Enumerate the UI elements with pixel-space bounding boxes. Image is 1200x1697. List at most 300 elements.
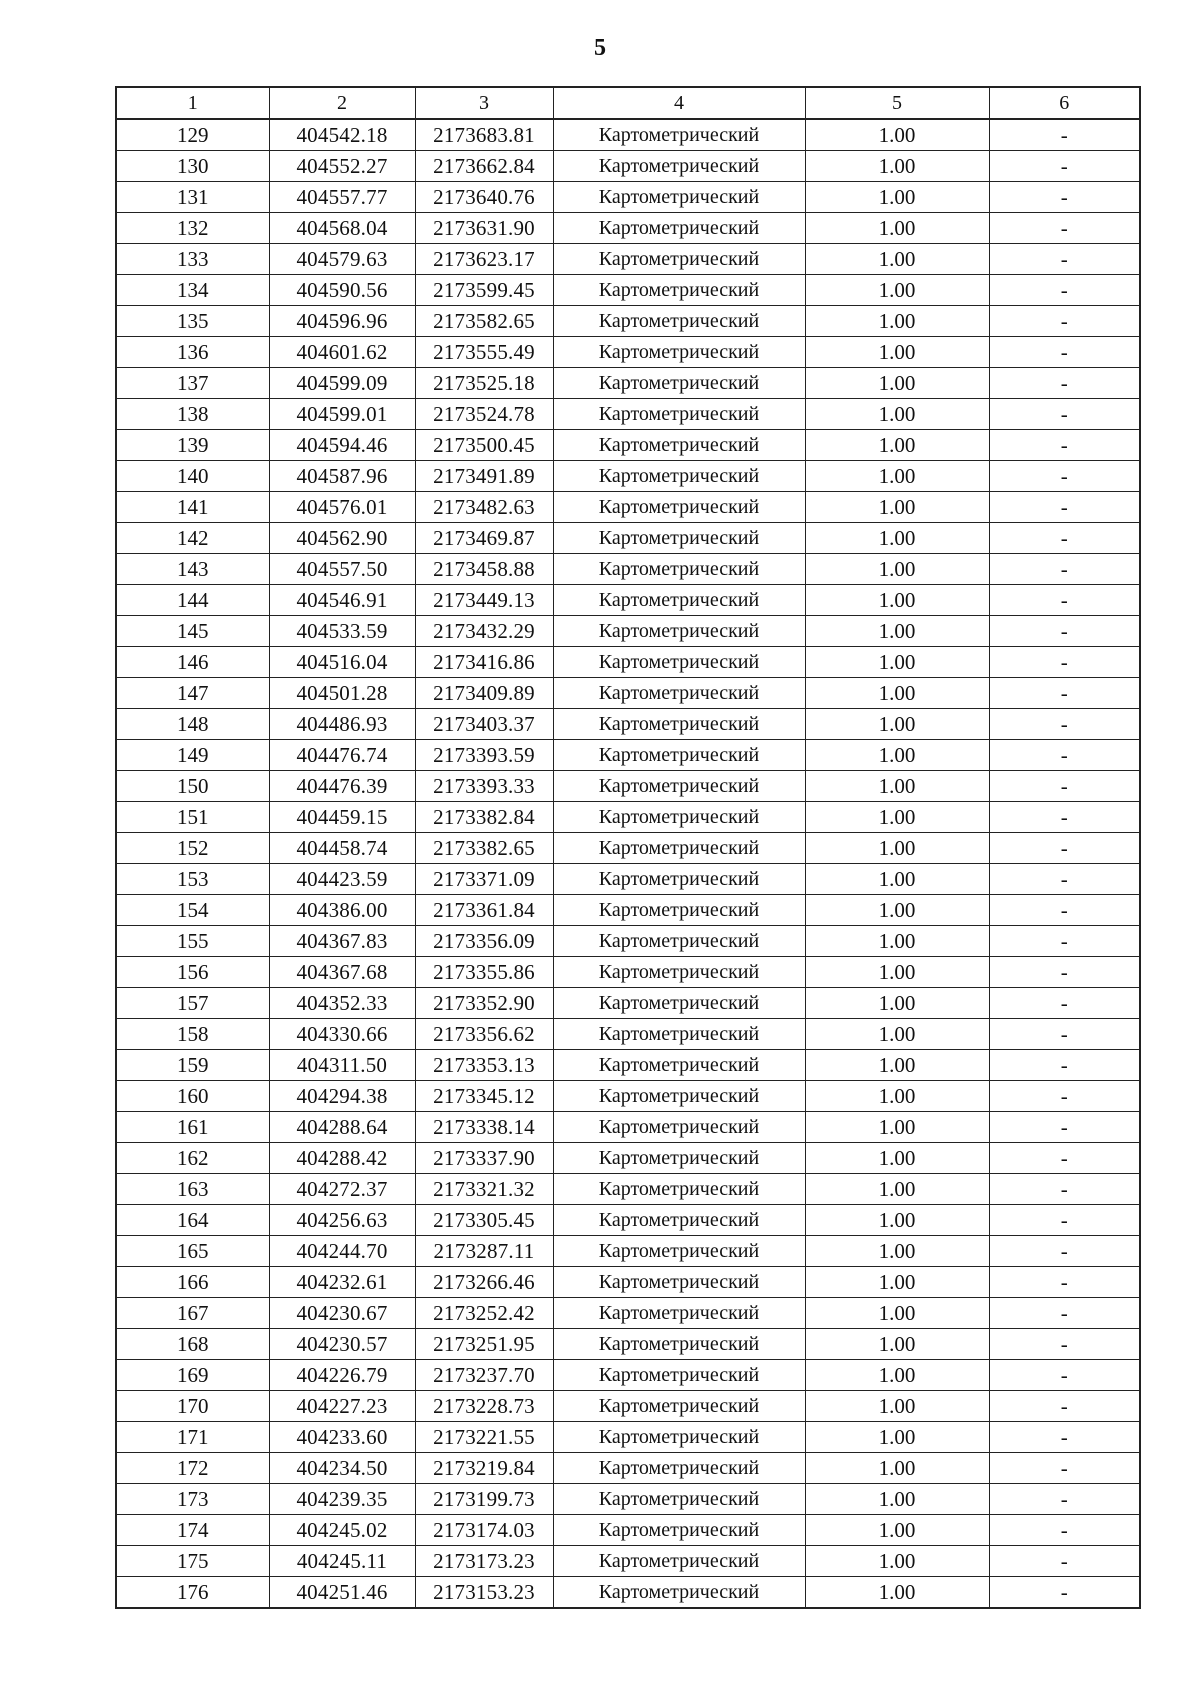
table-row (116, 368, 1140, 399)
point-number-cell: 153 (116, 864, 269, 895)
x-coordinate-cell: 404294.38 (269, 1081, 415, 1112)
table-row (116, 1267, 1140, 1298)
y-coordinate-cell: 2173338.14 (415, 1112, 553, 1143)
point-number-cell: 137 (116, 368, 269, 399)
y-coordinate-cell: 2173237.70 (415, 1360, 553, 1391)
method-cell: Картометрический (553, 864, 805, 895)
point-number-cell: 162 (116, 1143, 269, 1174)
method-cell: Картометрический (553, 740, 805, 771)
point-number-cell: 149 (116, 740, 269, 771)
table-row (116, 1205, 1140, 1236)
point-number-cell: 169 (116, 1360, 269, 1391)
accuracy-cell: 1.00 (805, 1205, 989, 1236)
x-coordinate-cell: 404244.70 (269, 1236, 415, 1267)
point-number-cell: 139 (116, 430, 269, 461)
table-row (116, 337, 1140, 368)
accuracy-cell: 1.00 (805, 833, 989, 864)
y-coordinate-cell: 2173640.76 (415, 182, 553, 213)
y-coordinate-cell: 2173321.32 (415, 1174, 553, 1205)
x-coordinate-cell: 404239.35 (269, 1484, 415, 1515)
method-cell: Картометрический (553, 802, 805, 833)
y-coordinate-cell: 2173219.84 (415, 1453, 553, 1484)
y-coordinate-cell: 2173252.42 (415, 1298, 553, 1329)
header-col-4: 4 (553, 87, 805, 119)
accuracy-cell: 1.00 (805, 151, 989, 182)
table-row (116, 119, 1140, 151)
y-coordinate-cell: 2173432.29 (415, 616, 553, 647)
table-row (116, 740, 1140, 771)
note-cell: - (989, 647, 1140, 678)
point-number-cell: 142 (116, 523, 269, 554)
table-row (116, 957, 1140, 988)
table-row (116, 1453, 1140, 1484)
point-number-cell: 170 (116, 1391, 269, 1422)
table-row (116, 1174, 1140, 1205)
table-row (116, 833, 1140, 864)
note-cell: - (989, 740, 1140, 771)
method-cell: Картометрический (553, 1050, 805, 1081)
table-row (116, 1236, 1140, 1267)
method-cell: Картометрический (553, 647, 805, 678)
header-col-5: 5 (805, 87, 989, 119)
note-cell: - (989, 1577, 1140, 1609)
note-cell: - (989, 1329, 1140, 1360)
table-row (116, 244, 1140, 275)
x-coordinate-cell: 404557.50 (269, 554, 415, 585)
accuracy-cell: 1.00 (805, 1546, 989, 1577)
method-cell: Картометрический (553, 1515, 805, 1546)
table-row (116, 616, 1140, 647)
y-coordinate-cell: 2173199.73 (415, 1484, 553, 1515)
accuracy-cell: 1.00 (805, 647, 989, 678)
table-row (116, 182, 1140, 213)
note-cell: - (989, 833, 1140, 864)
note-cell: - (989, 1360, 1140, 1391)
table-row (116, 1050, 1140, 1081)
y-coordinate-cell: 2173352.90 (415, 988, 553, 1019)
coordinates-table (115, 86, 1141, 1609)
point-number-cell: 134 (116, 275, 269, 306)
note-cell: - (989, 709, 1140, 740)
note-cell: - (989, 1174, 1140, 1205)
x-coordinate-cell: 404367.68 (269, 957, 415, 988)
y-coordinate-cell: 2173173.23 (415, 1546, 553, 1577)
accuracy-cell: 1.00 (805, 926, 989, 957)
point-number-cell: 147 (116, 678, 269, 709)
accuracy-cell: 1.00 (805, 678, 989, 709)
x-coordinate-cell: 404245.02 (269, 1515, 415, 1546)
point-number-cell: 144 (116, 585, 269, 616)
method-cell: Картометрический (553, 461, 805, 492)
accuracy-cell: 1.00 (805, 1019, 989, 1050)
note-cell: - (989, 151, 1140, 182)
note-cell: - (989, 678, 1140, 709)
accuracy-cell: 1.00 (805, 182, 989, 213)
y-coordinate-cell: 2173221.55 (415, 1422, 553, 1453)
table-body (116, 119, 1140, 1608)
method-cell: Картометрический (553, 1174, 805, 1205)
y-coordinate-cell: 2173469.87 (415, 523, 553, 554)
accuracy-cell: 1.00 (805, 523, 989, 554)
accuracy-cell: 1.00 (805, 1174, 989, 1205)
x-coordinate-cell: 404557.77 (269, 182, 415, 213)
note-cell: - (989, 430, 1140, 461)
x-coordinate-cell: 404288.64 (269, 1112, 415, 1143)
note-cell: - (989, 957, 1140, 988)
y-coordinate-cell: 2173524.78 (415, 399, 553, 430)
method-cell: Картометрический (553, 399, 805, 430)
note-cell: - (989, 802, 1140, 833)
accuracy-cell: 1.00 (805, 399, 989, 430)
table-row (116, 678, 1140, 709)
x-coordinate-cell: 404599.09 (269, 368, 415, 399)
y-coordinate-cell: 2173458.88 (415, 554, 553, 585)
table-row (116, 1422, 1140, 1453)
accuracy-cell: 1.00 (805, 1515, 989, 1546)
accuracy-cell: 1.00 (805, 1329, 989, 1360)
method-cell: Картометрический (553, 616, 805, 647)
y-coordinate-cell: 2173623.17 (415, 244, 553, 275)
point-number-cell: 131 (116, 182, 269, 213)
method-cell: Картометрический (553, 337, 805, 368)
y-coordinate-cell: 2173409.89 (415, 678, 553, 709)
x-coordinate-cell: 404367.83 (269, 926, 415, 957)
x-coordinate-cell: 404233.60 (269, 1422, 415, 1453)
y-coordinate-cell: 2173356.09 (415, 926, 553, 957)
table-row (116, 1081, 1140, 1112)
x-coordinate-cell: 404568.04 (269, 213, 415, 244)
note-cell: - (989, 585, 1140, 616)
note-cell: - (989, 1236, 1140, 1267)
table-row (116, 709, 1140, 740)
y-coordinate-cell: 2173662.84 (415, 151, 553, 182)
accuracy-cell: 1.00 (805, 430, 989, 461)
accuracy-cell: 1.00 (805, 1081, 989, 1112)
table-row (116, 771, 1140, 802)
note-cell: - (989, 926, 1140, 957)
x-coordinate-cell: 404232.61 (269, 1267, 415, 1298)
y-coordinate-cell: 2173251.95 (415, 1329, 553, 1360)
point-number-cell: 174 (116, 1515, 269, 1546)
header-col-3: 3 (415, 87, 553, 119)
x-coordinate-cell: 404227.23 (269, 1391, 415, 1422)
x-coordinate-cell: 404458.74 (269, 833, 415, 864)
x-coordinate-cell: 404579.63 (269, 244, 415, 275)
method-cell: Картометрический (553, 182, 805, 213)
x-coordinate-cell: 404562.90 (269, 523, 415, 554)
point-number-cell: 172 (116, 1453, 269, 1484)
note-cell: - (989, 244, 1140, 275)
y-coordinate-cell: 2173416.86 (415, 647, 553, 678)
method-cell: Картометрический (553, 368, 805, 399)
x-coordinate-cell: 404576.01 (269, 492, 415, 523)
x-coordinate-cell: 404230.67 (269, 1298, 415, 1329)
x-coordinate-cell: 404587.96 (269, 461, 415, 492)
note-cell: - (989, 492, 1140, 523)
point-number-cell: 175 (116, 1546, 269, 1577)
note-cell: - (989, 306, 1140, 337)
note-cell: - (989, 1267, 1140, 1298)
table-row (116, 1577, 1140, 1609)
point-number-cell: 155 (116, 926, 269, 957)
accuracy-cell: 1.00 (805, 1236, 989, 1267)
y-coordinate-cell: 2173382.65 (415, 833, 553, 864)
point-number-cell: 159 (116, 1050, 269, 1081)
method-cell: Картометрический (553, 1577, 805, 1609)
method-cell: Картометрический (553, 1205, 805, 1236)
table-row (116, 1143, 1140, 1174)
x-coordinate-cell: 404546.91 (269, 585, 415, 616)
accuracy-cell: 1.00 (805, 306, 989, 337)
table-row (116, 1546, 1140, 1577)
table-row (116, 461, 1140, 492)
point-number-cell: 130 (116, 151, 269, 182)
x-coordinate-cell: 404256.63 (269, 1205, 415, 1236)
method-cell: Картометрический (553, 895, 805, 926)
x-coordinate-cell: 404516.04 (269, 647, 415, 678)
point-number-cell: 132 (116, 213, 269, 244)
note-cell: - (989, 1143, 1140, 1174)
accuracy-cell: 1.00 (805, 1360, 989, 1391)
y-coordinate-cell: 2173393.33 (415, 771, 553, 802)
accuracy-cell: 1.00 (805, 957, 989, 988)
note-cell: - (989, 1112, 1140, 1143)
method-cell: Картометрический (553, 585, 805, 616)
accuracy-cell: 1.00 (805, 554, 989, 585)
x-coordinate-cell: 404230.57 (269, 1329, 415, 1360)
method-cell: Картометрический (553, 1019, 805, 1050)
point-number-cell: 157 (116, 988, 269, 1019)
accuracy-cell: 1.00 (805, 244, 989, 275)
method-cell: Картометрический (553, 1236, 805, 1267)
y-coordinate-cell: 2173337.90 (415, 1143, 553, 1174)
x-coordinate-cell: 404226.79 (269, 1360, 415, 1391)
x-coordinate-cell: 404599.01 (269, 399, 415, 430)
x-coordinate-cell: 404272.37 (269, 1174, 415, 1205)
note-cell: - (989, 771, 1140, 802)
method-cell: Картометрический (553, 771, 805, 802)
y-coordinate-cell: 2173266.46 (415, 1267, 553, 1298)
accuracy-cell: 1.00 (805, 213, 989, 244)
x-coordinate-cell: 404601.62 (269, 337, 415, 368)
y-coordinate-cell: 2173403.37 (415, 709, 553, 740)
y-coordinate-cell: 2173356.62 (415, 1019, 553, 1050)
table-row (116, 895, 1140, 926)
method-cell: Картометрический (553, 492, 805, 523)
point-number-cell: 129 (116, 119, 269, 151)
method-cell: Картометрический (553, 1484, 805, 1515)
method-cell: Картометрический (553, 1112, 805, 1143)
method-cell: Картометрический (553, 926, 805, 957)
accuracy-cell: 1.00 (805, 461, 989, 492)
note-cell: - (989, 119, 1140, 151)
method-cell: Картометрический (553, 1360, 805, 1391)
y-coordinate-cell: 2173382.84 (415, 802, 553, 833)
table-row (116, 1360, 1140, 1391)
method-cell: Картометрический (553, 554, 805, 585)
accuracy-cell: 1.00 (805, 802, 989, 833)
y-coordinate-cell: 2173683.81 (415, 119, 553, 151)
point-number-cell: 171 (116, 1422, 269, 1453)
accuracy-cell: 1.00 (805, 119, 989, 151)
table-row (116, 926, 1140, 957)
accuracy-cell: 1.00 (805, 1112, 989, 1143)
table-row (116, 1329, 1140, 1360)
x-coordinate-cell: 404251.46 (269, 1577, 415, 1609)
y-coordinate-cell: 2173287.11 (415, 1236, 553, 1267)
x-coordinate-cell: 404594.46 (269, 430, 415, 461)
accuracy-cell: 1.00 (805, 1050, 989, 1081)
note-cell: - (989, 1391, 1140, 1422)
method-cell: Картометрический (553, 1453, 805, 1484)
accuracy-cell: 1.00 (805, 337, 989, 368)
accuracy-cell: 1.00 (805, 1453, 989, 1484)
method-cell: Картометрический (553, 957, 805, 988)
method-cell: Картометрический (553, 1267, 805, 1298)
method-cell: Картометрический (553, 833, 805, 864)
point-number-cell: 165 (116, 1236, 269, 1267)
note-cell: - (989, 895, 1140, 926)
method-cell: Картометрический (553, 151, 805, 182)
accuracy-cell: 1.00 (805, 864, 989, 895)
point-number-cell: 150 (116, 771, 269, 802)
y-coordinate-cell: 2173449.13 (415, 585, 553, 616)
x-coordinate-cell: 404476.74 (269, 740, 415, 771)
point-number-cell: 135 (116, 306, 269, 337)
table-row (116, 1298, 1140, 1329)
accuracy-cell: 1.00 (805, 1577, 989, 1609)
table-row (116, 492, 1140, 523)
x-coordinate-cell: 404352.33 (269, 988, 415, 1019)
note-cell: - (989, 1453, 1140, 1484)
accuracy-cell: 1.00 (805, 740, 989, 771)
method-cell: Картометрический (553, 988, 805, 1019)
accuracy-cell: 1.00 (805, 492, 989, 523)
table-row (116, 1019, 1140, 1050)
method-cell: Картометрический (553, 523, 805, 554)
y-coordinate-cell: 2173345.12 (415, 1081, 553, 1112)
header-row (116, 87, 1140, 119)
page-number: 5 (594, 35, 606, 61)
point-number-cell: 166 (116, 1267, 269, 1298)
x-coordinate-cell: 404423.59 (269, 864, 415, 895)
y-coordinate-cell: 2173371.09 (415, 864, 553, 895)
table-row (116, 213, 1140, 244)
y-coordinate-cell: 2173174.03 (415, 1515, 553, 1546)
table-row (116, 802, 1140, 833)
y-coordinate-cell: 2173599.45 (415, 275, 553, 306)
accuracy-cell: 1.00 (805, 616, 989, 647)
point-number-cell: 143 (116, 554, 269, 585)
note-cell: - (989, 1205, 1140, 1236)
point-number-cell: 140 (116, 461, 269, 492)
header-col-2: 2 (269, 87, 415, 119)
x-coordinate-cell: 404234.50 (269, 1453, 415, 1484)
accuracy-cell: 1.00 (805, 1484, 989, 1515)
note-cell: - (989, 554, 1140, 585)
point-number-cell: 145 (116, 616, 269, 647)
point-number-cell: 151 (116, 802, 269, 833)
point-number-cell: 154 (116, 895, 269, 926)
x-coordinate-cell: 404288.42 (269, 1143, 415, 1174)
x-coordinate-cell: 404596.96 (269, 306, 415, 337)
y-coordinate-cell: 2173305.45 (415, 1205, 553, 1236)
method-cell: Картометрический (553, 1391, 805, 1422)
x-coordinate-cell: 404542.18 (269, 119, 415, 151)
point-number-cell: 158 (116, 1019, 269, 1050)
method-cell: Картометрический (553, 213, 805, 244)
method-cell: Картометрический (553, 430, 805, 461)
table-row (116, 864, 1140, 895)
method-cell: Картометрический (553, 1143, 805, 1174)
method-cell: Картометрический (553, 1422, 805, 1453)
note-cell: - (989, 1546, 1140, 1577)
point-number-cell: 173 (116, 1484, 269, 1515)
table-row (116, 988, 1140, 1019)
point-number-cell: 168 (116, 1329, 269, 1360)
method-cell: Картометрический (553, 306, 805, 337)
point-number-cell: 176 (116, 1577, 269, 1609)
note-cell: - (989, 337, 1140, 368)
x-coordinate-cell: 404245.11 (269, 1546, 415, 1577)
x-coordinate-cell: 404533.59 (269, 616, 415, 647)
method-cell: Картометрический (553, 1546, 805, 1577)
y-coordinate-cell: 2173555.49 (415, 337, 553, 368)
coordinates-table-container (115, 86, 1139, 1609)
header-col-6: 6 (989, 87, 1140, 119)
table-row (116, 647, 1140, 678)
x-coordinate-cell: 404459.15 (269, 802, 415, 833)
header-col-1: 1 (116, 87, 269, 119)
point-number-cell: 163 (116, 1174, 269, 1205)
x-coordinate-cell: 404330.66 (269, 1019, 415, 1050)
method-cell: Картометрический (553, 1298, 805, 1329)
note-cell: - (989, 275, 1140, 306)
x-coordinate-cell: 404386.00 (269, 895, 415, 926)
method-cell: Картометрический (553, 1329, 805, 1360)
y-coordinate-cell: 2173353.13 (415, 1050, 553, 1081)
y-coordinate-cell: 2173491.89 (415, 461, 553, 492)
note-cell: - (989, 523, 1140, 554)
point-number-cell: 160 (116, 1081, 269, 1112)
x-coordinate-cell: 404552.27 (269, 151, 415, 182)
method-cell: Картометрический (553, 119, 805, 151)
note-cell: - (989, 616, 1140, 647)
table-header (116, 87, 1140, 119)
y-coordinate-cell: 2173393.59 (415, 740, 553, 771)
accuracy-cell: 1.00 (805, 1422, 989, 1453)
note-cell: - (989, 213, 1140, 244)
method-cell: Картометрический (553, 1081, 805, 1112)
method-cell: Картометрический (553, 709, 805, 740)
point-number-cell: 164 (116, 1205, 269, 1236)
y-coordinate-cell: 2173525.18 (415, 368, 553, 399)
x-coordinate-cell: 404486.93 (269, 709, 415, 740)
accuracy-cell: 1.00 (805, 585, 989, 616)
accuracy-cell: 1.00 (805, 1391, 989, 1422)
x-coordinate-cell: 404476.39 (269, 771, 415, 802)
y-coordinate-cell: 2173631.90 (415, 213, 553, 244)
table-row (116, 399, 1140, 430)
point-number-cell: 146 (116, 647, 269, 678)
table-row (116, 306, 1140, 337)
point-number-cell: 156 (116, 957, 269, 988)
table-row (116, 151, 1140, 182)
note-cell: - (989, 1081, 1140, 1112)
y-coordinate-cell: 2173153.23 (415, 1577, 553, 1609)
note-cell: - (989, 1019, 1140, 1050)
y-coordinate-cell: 2173500.45 (415, 430, 553, 461)
